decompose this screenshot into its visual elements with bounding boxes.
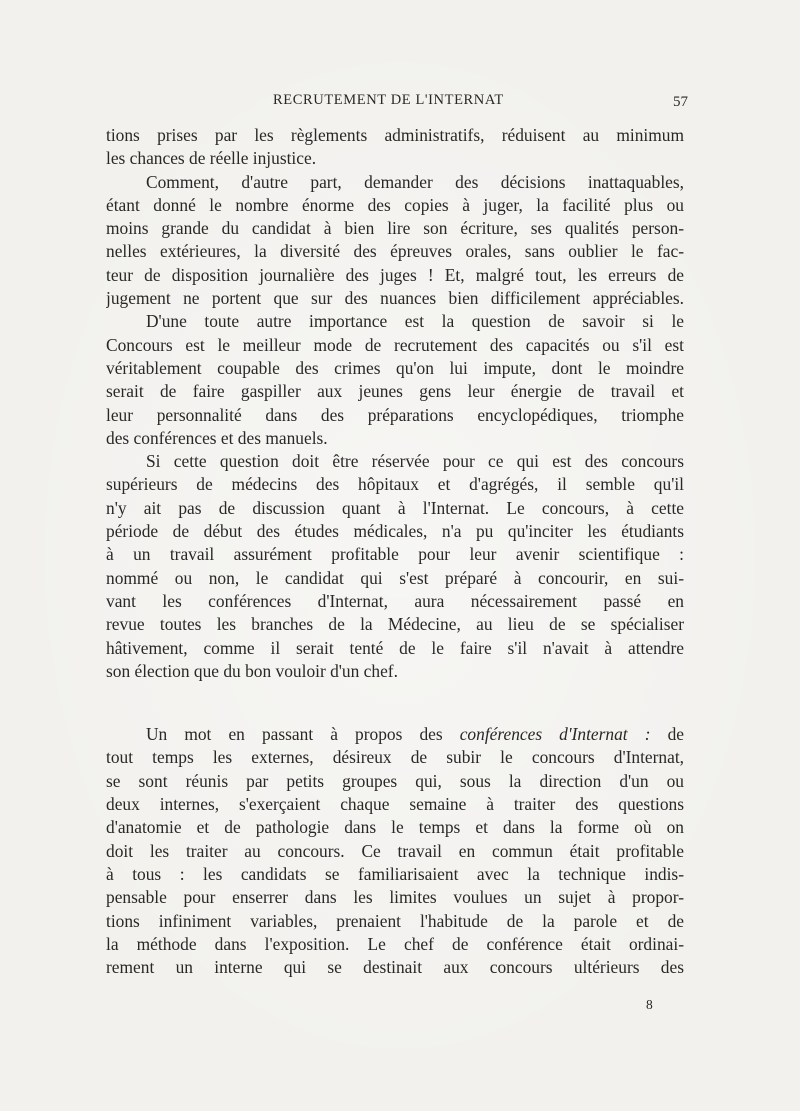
body-text: [106, 124, 684, 979]
text-line: revue toutes les branches de la Médecine, au lieu de se spécialiser: [106, 614, 684, 635]
text-line: leur personnalité dans des préparations encyclopédiques, triomphe: [106, 404, 684, 425]
text-line: à un travail assurément profitable pour leur avenir scientifique :: [106, 544, 684, 565]
running-head: [108, 92, 688, 114]
text-line: tions infiniment variables, prenaient l'habitude de la parole et de: [106, 910, 684, 931]
text-line: supérieurs de médecins des hôpitaux et d'agrégés, il semble qu'il: [106, 474, 684, 495]
text-line: rement un interne qui se destinait aux concours ultérieurs des: [106, 957, 684, 978]
text-line: pensable pour enserrer dans les limites voulues un sujet à propor-: [106, 887, 684, 908]
text-line: nommé ou non, le candidat qui s'est préparé à concourir, en sui-: [106, 567, 684, 588]
text-line: serait de faire gaspiller aux jeunes gens leur énergie de travail et: [106, 381, 684, 402]
text-line: vant les conférences d'Internat, aura nécessairement passé en: [106, 590, 684, 611]
text-line: des conférences et des manuels.: [106, 427, 328, 448]
text-line: doit les traiter au concours. Ce travail en commun était profitable: [106, 840, 684, 861]
text-line: teur de disposition journalière des juges ! Et, malgré tout, les erreurs de: [106, 264, 684, 285]
text-line: se sont réunis par petits groupes qui, sous la direction d'un ou: [106, 770, 684, 791]
italic-term: conférences d'Internat :: [459, 724, 651, 745]
signature-mark: 8: [646, 997, 653, 1012]
text-line: les chances de réelle injustice.: [106, 148, 317, 169]
text-line: Comment, d'autre part, demander des décisions inattaquables,: [146, 171, 684, 192]
text-line: jugement ne portent que sur des nuances bien difficilement appréciables.: [106, 288, 684, 309]
text-line: tout temps les externes, désireux de subir le concours d'Internat,: [106, 747, 684, 768]
text-line: Si cette question doit être réservée pour ce qui est des concours: [146, 451, 684, 472]
text-line: D'une toute autre importance est la question de savoir si le: [146, 311, 684, 332]
text-line: deux internes, s'exerçaient chaque semaine à traiter des questions: [106, 794, 684, 815]
text-line: tions prises par les règlements administratifs, réduisent au minimum: [106, 125, 684, 145]
text-run: de: [650, 724, 684, 745]
text-line: d'anatomie et de pathologie dans le temps et dans la forme où on: [106, 817, 684, 838]
text-line: véritablement coupable des crimes qu'on lui impute, dont le moindre: [106, 357, 684, 378]
running-title: RECRUTEMENT DE L'INTERNAT: [273, 92, 504, 108]
text-line: période de début des études médicales, n'a pu qu'inciter les étudiants: [106, 521, 684, 542]
text-line: [106, 723, 684, 746]
text-line: hâtivement, comme il serait tenté de le faire s'il n'avait à attendre: [106, 637, 684, 658]
text-run: Un mot en passant à propos des: [146, 724, 460, 745]
text-line: Concours est le meilleur mode de recrutement des capacités ou s'il est: [106, 334, 684, 355]
text-line: à tous : les candidats se familiarisaient avec la technique indis-: [106, 863, 684, 884]
text-line: moins grande du candidat à bien lire son écriture, ses qualités person-: [106, 218, 684, 239]
text-line: la méthode dans l'exposition. Le chef de conférence était ordinai-: [106, 933, 684, 954]
text-line: n'y ait pas de discussion quant à l'Internat. Le concours, à cette: [106, 497, 684, 518]
text-line: nelles extérieures, la diversité des épreuves orales, sans oublier le fac-: [106, 241, 684, 262]
text-line: son élection que du bon vouloir d'un chef.: [106, 660, 398, 681]
paragraph-gap: [106, 683, 684, 723]
page-number: 57: [673, 94, 688, 110]
text-line: étant donné le nombre énorme des copies à juger, la facilité plus ou: [106, 194, 684, 215]
